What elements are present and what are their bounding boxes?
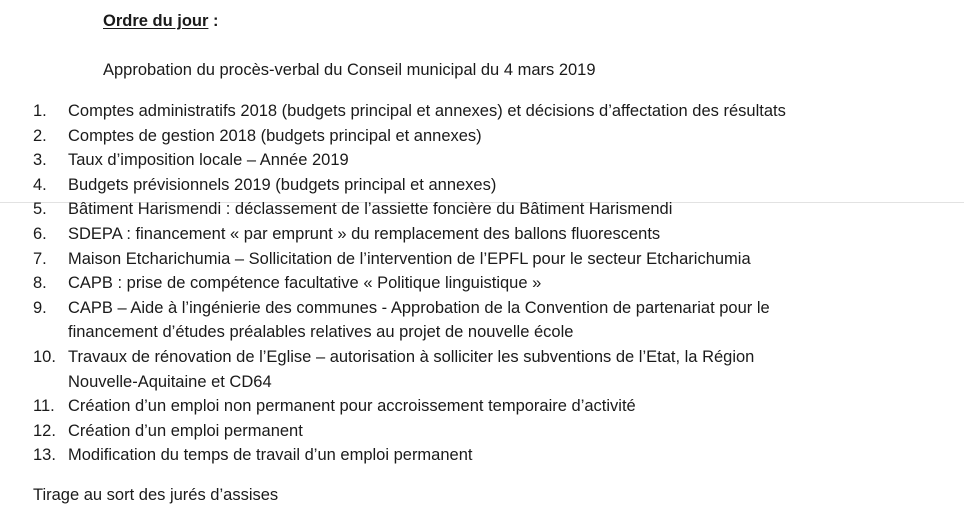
agenda-item-text: CAPB : prise de compétence facultative « Politique linguistique » <box>68 274 542 293</box>
agenda-item <box>33 222 933 247</box>
agenda-item <box>33 345 933 394</box>
agenda-item-text: Bâtiment Harismendi : déclassement de l’assiette foncière du Bâtiment Harismendi <box>68 200 673 219</box>
agenda-item <box>33 124 933 149</box>
agenda-item-number: 5. <box>33 200 47 219</box>
agenda-item-text: Création d’un emploi permanent <box>68 421 303 440</box>
agenda-item-number: 9. <box>33 298 47 317</box>
agenda-item-number: 8. <box>33 274 47 293</box>
agenda-item <box>33 296 933 345</box>
agenda-item-number: 1. <box>33 102 47 120</box>
agenda-item-text: SDEPA : financement « par emprunt » du remplacement des ballons fluorescents <box>68 224 661 243</box>
agenda-item <box>33 394 933 419</box>
agenda-item-number: 11. <box>33 397 55 416</box>
agenda-item <box>33 443 933 468</box>
agenda-item <box>33 148 933 173</box>
agenda-item <box>33 197 933 222</box>
agenda-heading-label: Ordre du jour <box>103 12 209 30</box>
agenda-item-text: Création d’un emploi non permanent pour accroissement temporaire d’activité <box>68 397 636 416</box>
agenda-item-number: 3. <box>33 151 47 170</box>
agenda-item-number: 12. <box>33 421 56 440</box>
agenda-item-text: Comptes administratifs 2018 (budgets principal et annexes) et décisions d’affectation des résultats <box>68 102 786 120</box>
closing-item: Tirage au sort des jurés d’assises <box>33 486 279 504</box>
agenda-list <box>33 99 933 468</box>
agenda-item <box>33 419 933 444</box>
agenda-heading-colon: : <box>208 12 219 30</box>
agenda-item-number: 10. <box>33 347 56 366</box>
agenda-item-text: Budgets prévisionnels 2019 (budgets principal et annexes) <box>68 175 497 194</box>
agenda-item-text: Taux d’imposition locale – Année 2019 <box>68 151 349 170</box>
agenda-item <box>33 173 933 198</box>
agenda-item-text: Maison Etcharichumia – Sollicitation de l’intervention de l’EPFL pour le secteur Etcharichumia <box>68 249 751 268</box>
agenda-item <box>33 271 933 296</box>
agenda-heading <box>103 11 219 31</box>
approval-line: Approbation du procès-verbal du Conseil municipal du 4 mars 2019 <box>103 61 596 79</box>
agenda-item-number: 13. <box>33 446 56 465</box>
agenda-item-number: 7. <box>33 249 47 268</box>
agenda-item-number: 6. <box>33 224 47 243</box>
agenda-item <box>33 99 933 124</box>
agenda-item-text: Modification du temps de travail d’un emploi permanent <box>68 446 473 465</box>
agenda-item-text: Travaux de rénovation de l’Eglise – autorisation à solliciter les subventions de l’Etat, la Région Nouvelle-Aquitaine et CD64 <box>68 347 755 391</box>
agenda-item-text: Comptes de gestion 2018 (budgets principal et annexes) <box>68 126 482 145</box>
agenda-item-number: 4. <box>33 175 47 194</box>
agenda-item <box>33 247 933 272</box>
agenda-item-number: 2. <box>33 126 47 145</box>
agenda-item-text: CAPB – Aide à l’ingénierie des communes - Approbation de la Convention de partenariat pour le financement d’études préalables relatives au projet de nouvelle école <box>68 298 770 342</box>
